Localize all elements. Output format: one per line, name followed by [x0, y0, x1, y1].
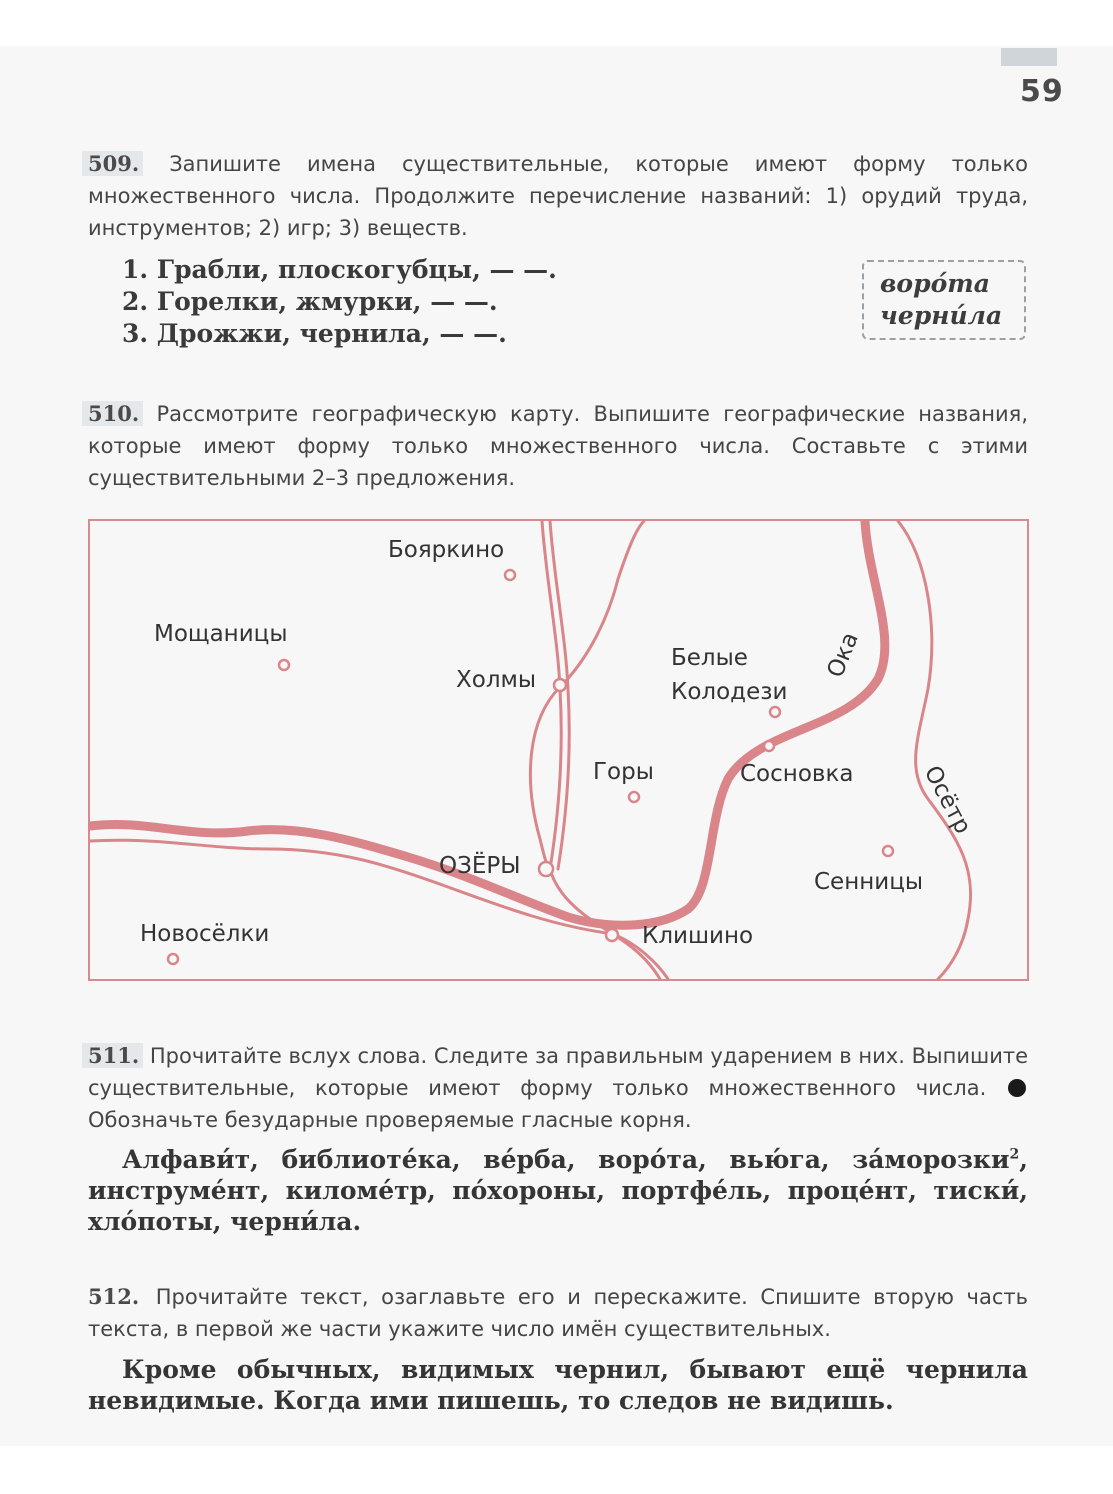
task-509	[88, 148, 1028, 244]
task-number: 511.	[82, 1043, 143, 1068]
town-label-boyarkino: Бояркино	[388, 537, 505, 563]
town-label-sosnovka: Сосновка	[740, 761, 854, 787]
word-list-part-1: Алфави́т, библиоте́ка, ве́рба, воро́та, вью́га, за́морозки	[122, 1145, 1010, 1174]
task-511	[88, 1040, 1028, 1136]
town-marker-sosnovka	[764, 741, 774, 751]
river-label-oka: Ока	[822, 628, 864, 682]
town-marker-klishino	[606, 929, 618, 941]
task-instruction-extra: Обозначьте безударные проверяемые гласные корня.	[88, 1108, 692, 1132]
task-instruction: Запишите имена существительные, которые имеют форму только множественного числа. Продолжите перечисление названий: 1) орудий труда, инструментов; 2) игр; 3) веществ.	[88, 152, 1028, 240]
task-number: 510.	[82, 401, 143, 426]
town-marker-gory	[629, 792, 639, 802]
task-instruction: Прочитайте текст, озаглавьте его и перескажите. Спишите вторую часть текста, в первой же части укажите число имён существительных.	[88, 1285, 1028, 1341]
bullet-dot-icon	[1008, 1079, 1026, 1097]
task-number: 509.	[82, 151, 143, 176]
town-label-moshchanitsy: Мощаницы	[154, 621, 288, 647]
example-list	[122, 254, 557, 350]
town-marker-moshchanitsy	[279, 660, 289, 670]
example-line-1: 1. Грабли, плоскогубцы, — —.	[122, 255, 557, 284]
town-label-belye: Белые	[671, 645, 748, 671]
task-number: 512.	[88, 1284, 140, 1309]
town-label-kholmy: Холмы	[456, 667, 537, 693]
town-marker-boyarkino	[505, 570, 515, 580]
word-list-part-2: , инструме́нт, киломе́тр, по́хороны, портфе́ль, проце́нт, тиски́, хло́поты, черни́ла.	[88, 1145, 1028, 1236]
town-marker-ozery	[539, 862, 553, 876]
town-label-novoselki: Новосёлки	[140, 921, 270, 947]
town-label-gory: Горы	[593, 759, 654, 785]
town-marker-senitsy	[883, 846, 893, 856]
passage-text: Кроме обычных, видимых чернил, бывают ещё чернила невидимые. Когда ими пишешь, то следов не видишь.	[88, 1355, 1028, 1415]
task-instruction: Рассмотрите географическую карту. Выпишите географические названия, которые имеют форму только множественного числа. Составьте с этими существительными 2–3 предложения.	[88, 402, 1028, 490]
task-instruction: Прочитайте вслух слова. Следите за правильным ударением в них. Выпишите существительные, которые имеют форму только множественного числа.	[88, 1044, 1028, 1100]
footnote-mark: 2	[1009, 1146, 1020, 1163]
note-word-1: воро́та	[880, 269, 990, 298]
town-marker-novoselki	[168, 954, 178, 964]
town-label-kolodezi: Колодези	[671, 679, 788, 705]
town-label-klishino: Клишино	[642, 923, 754, 949]
reading-passage	[88, 1354, 1028, 1416]
town-label-senitsy: Сенницы	[814, 869, 924, 895]
town-marker-kholmy	[554, 679, 566, 691]
geographic-map	[88, 519, 1029, 981]
town-marker-belye-kolodezi	[770, 707, 780, 717]
page-corner-tab	[1001, 48, 1057, 66]
note-word-2: черни́ла	[880, 301, 1003, 330]
example-line-2: 2. Горелки, жмурки, — —.	[122, 287, 498, 316]
task-510	[88, 398, 1028, 494]
word-list	[88, 1144, 1028, 1237]
river-label-osetr: Осётр	[918, 761, 976, 839]
spelling-note-box	[862, 260, 1026, 340]
task-512	[88, 1281, 1028, 1345]
town-label-ozery: ОЗЁРЫ	[439, 853, 521, 879]
example-line-3: 3. Дрожжи, чернила, — —.	[122, 319, 507, 348]
page-number: 59	[1020, 74, 1064, 109]
